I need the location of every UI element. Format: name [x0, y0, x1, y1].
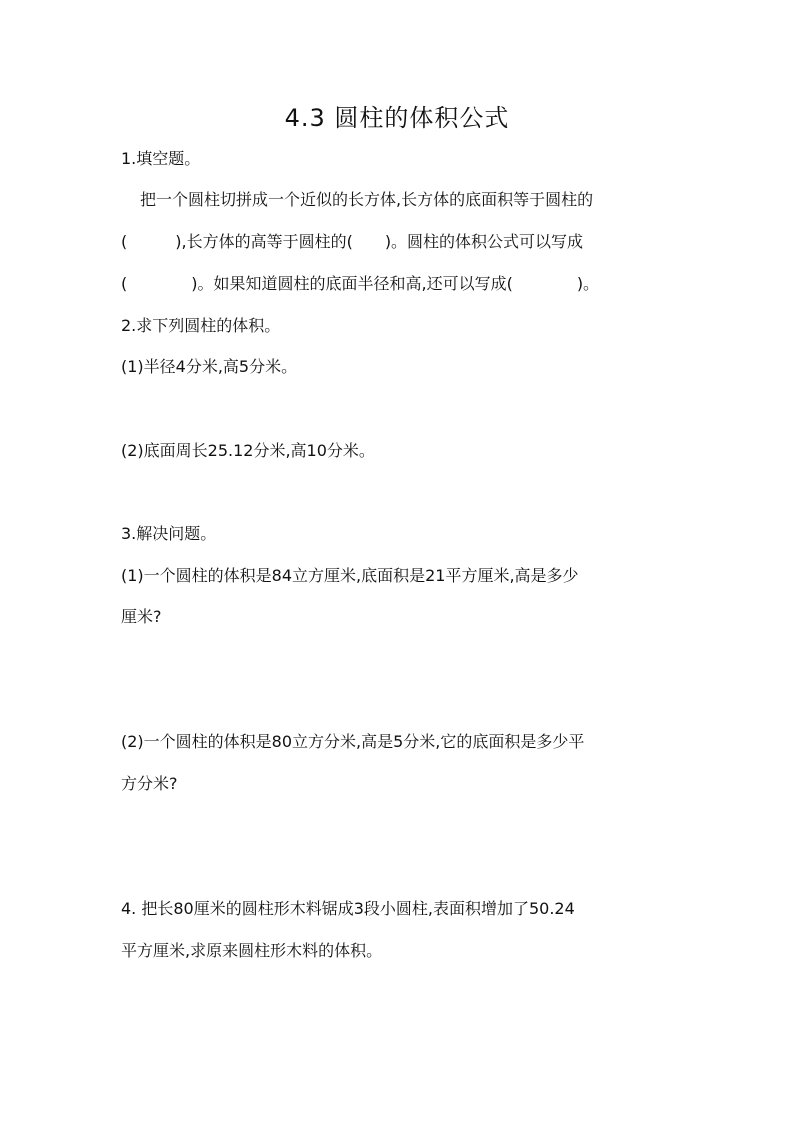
q2-part-1: (1)半径4分米,高5分米。 [121, 357, 298, 376]
q2-heading: 2.求下列圆柱的体积。 [121, 316, 281, 335]
q4-line-2: 平方厘米,求原来圆柱形木料的体积。 [121, 941, 383, 960]
q3-heading: 3.解决问题。 [121, 524, 217, 543]
q1-text-line-1: 把一个圆柱切拼成一个近似的长方体,长方体的底面积等于圆柱的 [140, 190, 594, 209]
page-title: 4.3 圆柱的体积公式 [284, 104, 510, 132]
q1-heading: 1.填空题。 [121, 149, 201, 168]
q3-part-2-line-1: (2)一个圆柱的体积是80立方分米,高是5分米,它的底面积是多少平 [121, 732, 585, 751]
q3-part-2-line-2: 方分米? [121, 774, 178, 793]
q3-part-1-line-1: (1)一个圆柱的体积是84立方厘米,底面积是21平方厘米,高是多少 [121, 566, 579, 585]
q1-text-line-2: ( ),长方体的高等于圆柱的( )。圆柱的体积公式可以写成 [121, 232, 584, 251]
q3-part-1-line-2: 厘米? [121, 607, 162, 626]
q4-line-1: 4. 把长80厘米的圆柱形木料锯成3段小圆柱,表面积增加了50.24 [121, 899, 575, 918]
q2-part-2: (2)底面周长25.12分米,高10分米。 [121, 441, 375, 460]
q1-text-line-3: ( )。如果知道圆柱的底面半径和高,还可以写成( )。 [121, 274, 600, 293]
